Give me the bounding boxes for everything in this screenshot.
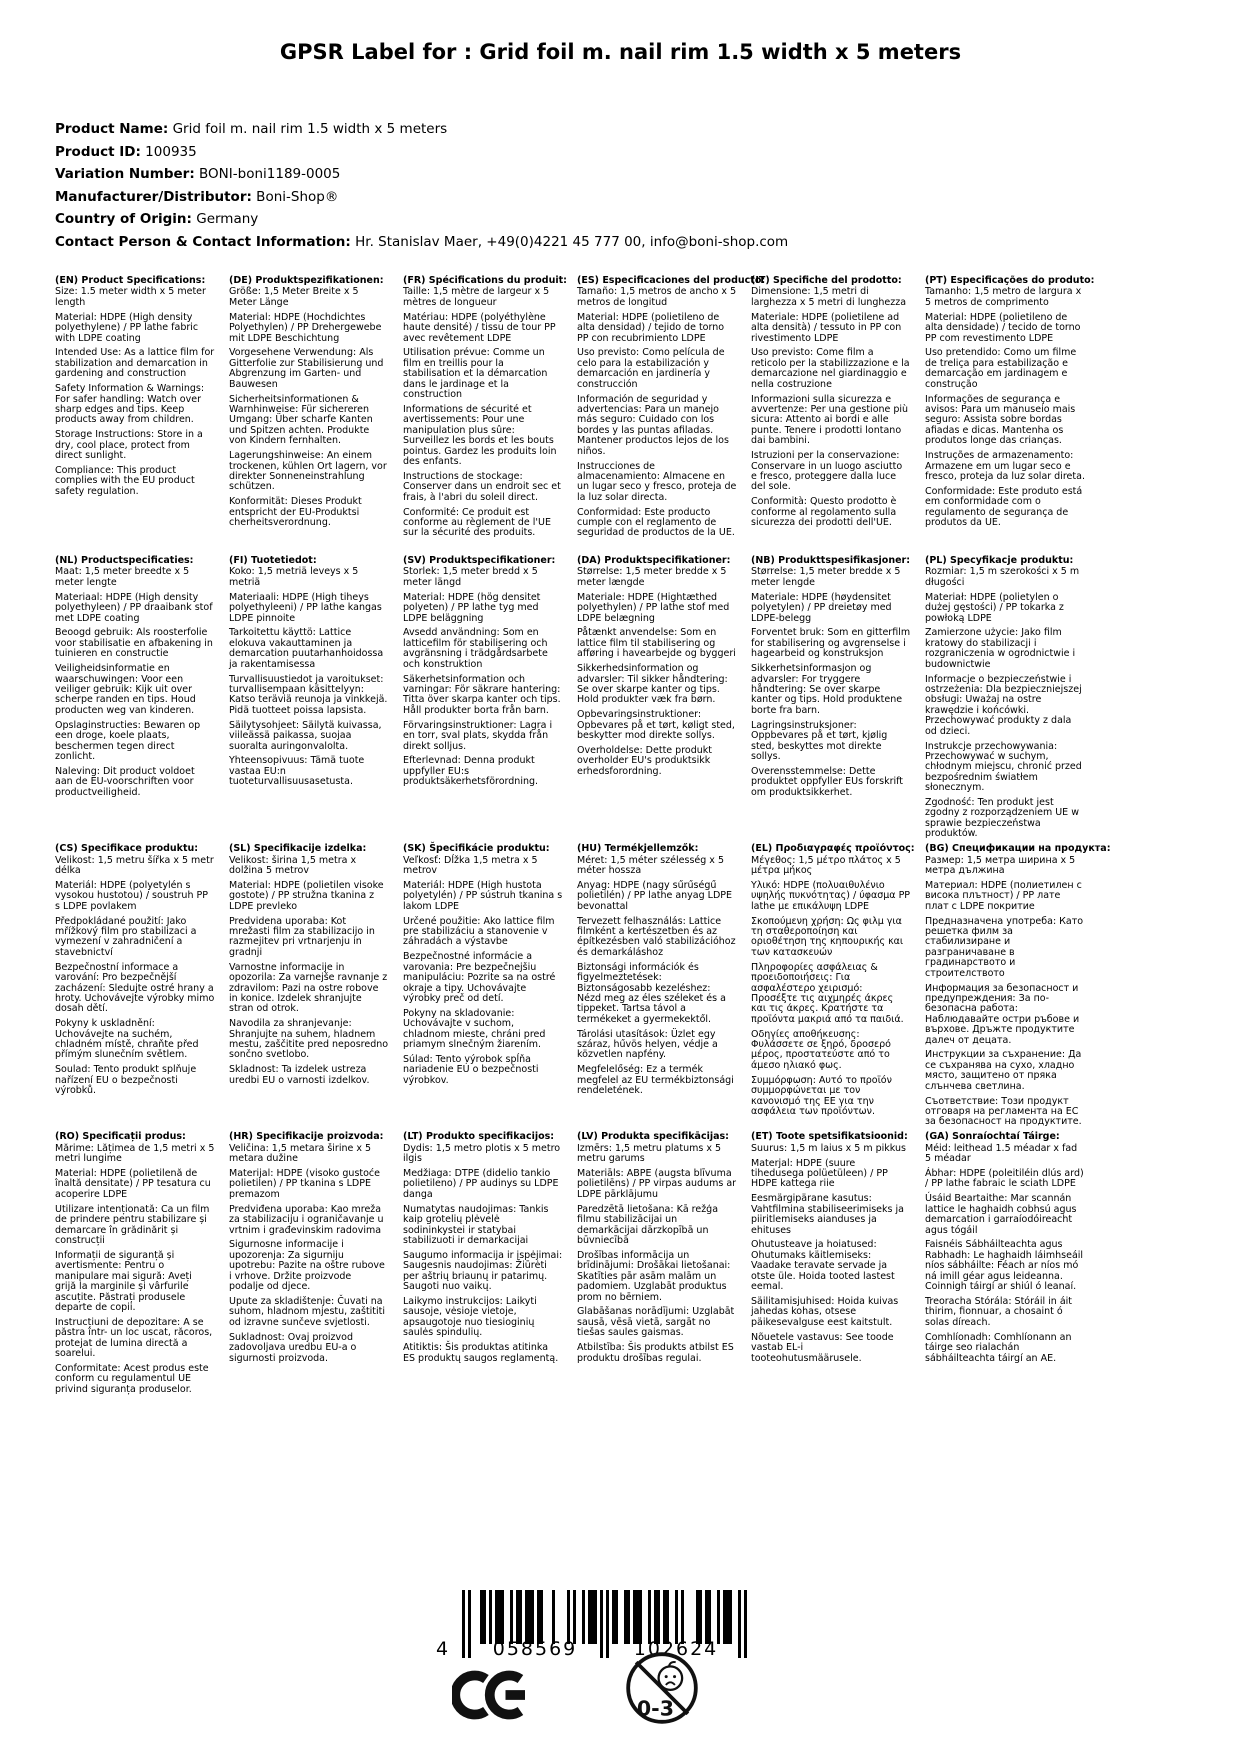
spec-paragraph: Tamaño: 1,5 metros de ancho x 5 metros de longitud (577, 286, 737, 308)
spec-paragraph: Размер: 1,5 метра ширина x 5 метра дължина (925, 854, 1076, 876)
spec-paragraph: Sikkerhetsinformasjon og advarsler: For tryggere håndtering: Se over skarpe kanter og tips. Hold produktene borte fra barn. (751, 663, 903, 716)
spec-paragraph: Μέγεθος: 1,5 μέτρο πλάτος x 5 μέτρα μήκος (751, 854, 901, 876)
barcode-digits-left: 058569 (492, 1638, 578, 1660)
spec-paragraph: Οδηγίες αποθήκευσης: Φυλάσσετε σε ξηρό, δροσερό μέρος, προστατεύστε από το άμεσο ηλιακό φως. (751, 1028, 891, 1071)
product-info-row (55, 163, 788, 186)
spec-paragraph: Istruzioni per la conservazione: Conservare in un luogo asciutto e fresco, proteggere dalla luce del sole. (751, 450, 903, 493)
spec-block-header: (ET) Toote spetsifikatsioonid: (751, 1131, 908, 1143)
spec-paragraph: Paredzētā lietošana: Kā režģa filmu stabilizācijai un demarkācijai dārzkopībā un būvniecībā (577, 1203, 719, 1246)
spec-paragraph: Säilitamisjuhised: Hoida kuivas jahedas kohas, otsese päikesevalguse eest kaitstult. (751, 1296, 899, 1328)
spec-block-header: (FI) Tuotetiedot: (229, 555, 317, 566)
spec-paragraph: Tamanho: 1,5 metro de largura x 5 metros de comprimento (925, 286, 1082, 308)
product-info-value: Hr. Stanislav Maer, +49(0)4221 45 777 00, info@boni-shop.com (350, 233, 789, 250)
spec-block-header: (FR) Spécifications du produit: (403, 275, 567, 286)
spec-block-el (751, 843, 915, 1132)
spec-block-hu (577, 844, 737, 1132)
spec-paragraph: Upute za skladištenje: Čuvati na suhom, hladnom mjestu, zaštititi od izravne sunčeve svjetlosti. (229, 1296, 386, 1328)
spec-block-pt (925, 275, 1095, 556)
spec-paragraph: Velikost: 1,5 metru šířka x 5 metr délka (55, 854, 214, 876)
spec-block-header: (NL) Productspecificaties: (55, 555, 194, 566)
spec-paragraph: Taille: 1,5 mètre de largeur x 5 mètres de longueur (403, 286, 550, 308)
spec-block-header: (GA) Sonraíochtaí Táirge: (925, 1131, 1060, 1143)
spec-block-hr (229, 1132, 389, 1406)
spec-block-sk (403, 844, 563, 1132)
spec-block-header: (LT) Produkto specifikacijos: (403, 1131, 555, 1143)
spec-block-da (577, 556, 737, 844)
spec-block-header: (HU) Termékjellemzők: (577, 843, 699, 855)
spec-paragraph: Material: HDPE (polietileno de alta densidad) / tejido de torno PP con recubrimiento LDPE (577, 311, 725, 344)
spec-paragraph: Material: HDPE (High density polyethylene) / PP lathe fabric with LDPE coating (55, 311, 199, 344)
spec-paragraph: Съответствие: Този продукт отговаря на регламента на ЕС за безопасност на продуктите. (925, 1095, 1082, 1128)
spec-paragraph: Conformité: Ce produit est conforme au règlement de l'UE sur la sécurité des produits. (403, 506, 551, 539)
spec-paragraph: Σκοπούμενη χρήση: Ως φιλμ για τη σταθεροποίηση και οριοθέτηση της κηπουρικής και των κατασκευών (751, 915, 904, 958)
spec-paragraph: Avsedd användning: Som en latticefilm för stabilisering och avgränsning i trädgårdsarbete och konstruktion (403, 627, 548, 670)
spec-paragraph: Určené použitie: Ako lattice film pre stabilizáciu a stanovenie v záhradách a výstavbe (403, 915, 555, 948)
spec-paragraph: Compliance: This product complies with the EU product safety regulation. (55, 465, 195, 497)
spec-block-ga (925, 1132, 1085, 1406)
spec-block-header: (HR) Specifikacije proizvoda: (229, 1131, 384, 1143)
product-info-label: Country of Origin: (55, 211, 192, 228)
spec-paragraph: Uso previsto: Come film a reticolo per la stabilizzazione e la demarcazione nel giardinaggio e nella costruzione (751, 347, 910, 390)
spec-paragraph: Sicherheitsinformationen & Warnhinweise: Für sichereren Umgang: Über scharfe Kanten und Spitzen achten. Produkte von Kindern fernhalten. (229, 393, 373, 447)
spec-block-ro (55, 1132, 215, 1406)
spec-paragraph: Materijal: HDPE (visoko gustoće polietilen) / PP tkanina s LDPE premazom (229, 1168, 380, 1200)
spec-paragraph: Größe: 1,5 Meter Breite x 5 Meter Länge (229, 286, 359, 308)
product-info-row (55, 186, 788, 209)
spec-paragraph: Lagringsinstruksjoner: Oppbevares på et tørt, kjølig sted, beskyttes mot direkte sollys. (751, 719, 888, 762)
spec-paragraph: Dydis: 1,5 metro plotis x 5 metro ilgis (403, 1142, 561, 1165)
spec-paragraph: Saugumo informacija ir įspėjimai: Saugesnis naudojimas: Žiūrėti per aštrių briaunų ir patarimų. Saugoti nuo vaikų. (403, 1249, 563, 1293)
spec-paragraph: Navodila za shranjevanje: Shranjujte na suhem, hladnem mestu, zaščitite pred neposredno sončno svetlobo. (229, 1018, 389, 1061)
spec-paragraph: Méret: 1,5 méter szélesség x 5 méter hossza (577, 854, 724, 876)
spec-paragraph: Utilizare intenționată: Ca un film de prindere pentru stabilizare și demarcare în grădinărit și construcții (55, 1203, 210, 1246)
product-info-value: 100935 (140, 143, 197, 160)
spec-paragraph: Material: HDPE (Hochdichtes Polyethylen) / PP Drehergewebe mit LDPE Beschichtung (229, 311, 382, 344)
product-info-row (55, 208, 788, 231)
spec-block-fi (229, 556, 389, 844)
product-info-value: BONI-boni1189-0005 (194, 166, 341, 183)
spec-paragraph: Sukladnost: Ovaj proizvod zadovoljava uredbu EU-a o sigurnosti proizvoda. (229, 1331, 357, 1364)
spec-paragraph: Comhlíonadh: Comhlíonann an táirge seo rialachán sábháilteachta táirgí an AE. (925, 1331, 1072, 1364)
spec-paragraph: Tarkoitettu käyttö: Lattice elokuva vakauttaminen ja demarcation puutarhanhoidossa ja rakentamisessa (229, 627, 384, 670)
spec-paragraph: Informações de segurança e avisos: Para um manuseio mais seguro: Assista sobre bordas afiadas e dicas. Mantenha os produtos longe das crianças. (925, 393, 1076, 447)
product-info (55, 118, 788, 254)
spec-paragraph: Matériau: HDPE (polyéthylène haute densité) / tissu de tour PP avec revêtement LDPE (403, 311, 556, 344)
spec-paragraph: Materiál: HDPE (polyetylén s vysokou hustotou) / soustruh PP s LDPE povlakem (55, 879, 208, 912)
product-info-label: Variation Number: (55, 166, 195, 183)
spec-paragraph: Uso pretendido: Como um filme de treliça para estabilização e demarcação em jardinagem e construção (925, 347, 1077, 390)
spec-paragraph: Efterlevnad: Denna produkt uppfyller EU:s produktsäkerhetsförordning. (403, 755, 539, 788)
ce-marking-icon (452, 1668, 532, 1722)
spec-paragraph: Materiale: HDPE (høydensitet polyetylen) / PP dreietøy med LDPE-belegg (751, 591, 892, 624)
spec-paragraph: Zamierzone użycie: Jako film kratowy do stabilizacji i rozgraniczenia w ogrodnictwie i budownictwie (925, 627, 1076, 670)
spec-grid (55, 276, 1115, 1406)
spec-paragraph: Materiale: HDPE (Hightæthed polyethylen) / PP lathe stof med LDPE belægning (577, 591, 730, 624)
spec-paragraph: Materiaal: HDPE (High density polyethyleen) / PP draaibank stof met LDPE coating (55, 591, 213, 624)
spec-paragraph: Predvidena uporaba: Kot mrežasti film za stabilizacijo in razmejitev pri vrtnarjenju in gradnji (229, 915, 375, 958)
spec-paragraph: Yhteensopivuus: Tämä tuote vastaa EU:n tuoteturvallisuusasetusta. (229, 755, 365, 788)
product-info-value: Boni-Shop® (251, 188, 339, 205)
product-info-row (55, 141, 788, 164)
spec-paragraph: Veličina: 1,5 metara širine x 5 metara dužine (229, 1142, 372, 1165)
spec-paragraph: Ábhar: HDPE (poleitiléin dlús ard) / PP lathe fabraic le sciath LDPE (925, 1168, 1084, 1190)
spec-paragraph: Uso previsto: Como película de celo para la estabilización y demarcación en jardinería y construcción (577, 347, 725, 390)
spec-paragraph: Bezpečnostní informace a varování: Pro bezpečnější zacházení: Sledujte ostré hrany a hroty. Uchovávejte výrobky mimo dosah dětí. (55, 961, 215, 1015)
spec-block-it (751, 276, 911, 556)
spec-block-header: (PL) Specyfikacje produktu: (925, 555, 1074, 566)
spec-paragraph: Materjal: HDPE (suure tihedusega polüetüleen) / PP HDPE kattega riie (751, 1157, 888, 1190)
barcode-digit-first: 4 (436, 1638, 449, 1660)
spec-paragraph: Eesmärgipärane kasutus: Vahtfilmina stabiliseerimiseks ja piiritlemiseks aianduses ja ehituses (751, 1193, 904, 1236)
spec-paragraph: Biztonsági információk és figyelmeztetések: Biztonságosabb kezeléshez: Nézd meg az éles széleket és a tippeket. Tartsa távol a termékeket a gyermekektől. (577, 961, 726, 1025)
spec-paragraph: Informations de sécurité et avertissements: Pour une manipulation plus sûre: Surveillez les bords et les bouts pointus. Gardez les produits loin des enfants. (403, 403, 557, 467)
spec-paragraph: Veiligheidsinformatie en waarschuwingen: Voor een veiliger gebruik: Kijk uit over scherpe randen en tips. Houd producten weg van kinderen. (55, 663, 196, 716)
spec-block-en (55, 276, 215, 556)
spec-paragraph: Overensstemmelse: Dette produktet oppfyller EUs forskrift om produktsikkerhet. (751, 765, 904, 798)
barcode (436, 1590, 747, 1660)
spec-block-header: (DA) Produktspecifikationer: (577, 555, 731, 566)
spec-paragraph: Glabāšanas norādījumi: Uzglabāt sausā, vēsā vietā, sargāt no tiešas saules gaismas. (577, 1306, 735, 1339)
spec-paragraph: Συμμόρφωση: Αυτό το προϊόν συμμορφώνεται με τον κανονισμό της ΕΕ για την ασφάλεια των προϊόντων. (751, 1074, 892, 1117)
spec-paragraph: Mărime: Lățimea de 1,5 metri x 5 metri lungime (55, 1142, 215, 1165)
spec-paragraph: Forventet bruk: Som en gitterfilm for stabilisering og avgrenselse i hagearbeid og konstruksjon (751, 627, 911, 660)
spec-paragraph: Storlek: 1,5 meter bredd x 5 meter längd (403, 566, 538, 588)
spec-block-header: (RO) Specificații produs: (55, 1131, 186, 1143)
spec-paragraph: Material: HDPE (polietilenă de înaltă densitate) / PP tesatura cu acoperire LDPE (55, 1168, 211, 1200)
spec-paragraph: Súlad: Tento výrobok spĺňa nariadenie EÚ o bezpečnosti výrobkov. (403, 1053, 539, 1086)
spec-paragraph: Intended Use: As a lattice film for stabilization and demarcation in gardening and construction (55, 347, 215, 380)
spec-paragraph: Informacje o bezpieczeństwie i ostrzeżenia: Dla bezpieczniejszej obsługi: Uważaj na ostre krawędzie i końcówki. Przechowywać produkty z dala od dzieci. (925, 673, 1082, 737)
spec-block-header: (DE) Produktspezifikationen: (229, 275, 384, 286)
spec-block-header: (NB) Produkttspesifikasjoner: (751, 555, 911, 566)
spec-paragraph: Varnostne informacije in opozorila: Za varnejše ravnanje z zdravilom: Pazi na ostre robove in konice. Izdelek shranjujte stran od otrok. (229, 961, 388, 1015)
spec-block-header: (ES) Especificaciones del producto: (577, 275, 766, 286)
spec-paragraph: Vorgesehene Verwendung: Als Gitterfolie zur Stabilisierung und Abgrenzung im Garten- und Bauwesen (229, 347, 384, 390)
spec-paragraph: Ohutusteave ja hoiatused: Ohutumaks käitlemiseks: Vaadake teravate servade ja otste üle. Hoida tooted lastest eemal. (751, 1239, 895, 1293)
spec-block-pl (925, 556, 1085, 844)
spec-paragraph: Opbevaringsinstruktioner: Opbevares på et tørt, køligt sted, beskytter mod direkte sollys. (577, 709, 735, 742)
spec-paragraph: Safety Information & Warnings: For safer handling: Watch over sharp edges and tips. Keep products away from children. (55, 383, 205, 426)
barcode-digits-right: 102624 (633, 1638, 719, 1660)
spec-block-header: (IT) Specifiche del prodotto: (751, 275, 902, 286)
spec-paragraph: Maat: 1,5 meter breedte x 5 meter lengte (55, 566, 190, 588)
spec-paragraph: Predviđena uporaba: Kao mreža za stabilizaciju i ograničavanje u vrtnim i građevinskim radovima (229, 1203, 384, 1236)
spec-paragraph: Velikost: širina 1,5 metra x dolžina 5 metrov (229, 854, 357, 876)
spec-paragraph: Anyag: HDPE (nagy sűrűségű polietilén) / PP lathe anyag LDPE bevonattal (577, 879, 733, 912)
spec-block-cs (55, 844, 215, 1132)
spec-block-header: (CS) Specifikace produktu: (55, 843, 199, 855)
spec-paragraph: Instructions de stockage: Conserver dans un endroit sec et frais, à l'abri du soleil direct. (403, 470, 561, 503)
spec-paragraph: Laikymo instrukcijos: Laikyti sausoje, vėsioje vietoje, apsaugotoje nuo tiesioginių saulės spindulių. (403, 1296, 537, 1339)
spec-block-header: (SL) Specifikacije izdelka: (229, 843, 367, 855)
spec-block-et (751, 1132, 911, 1406)
spec-paragraph: Overholdelse: Dette produkt overholder EU's produktsikk erhedsforordning. (577, 745, 712, 777)
spec-block-header: (SK) Špecifikácie produktu: (403, 843, 550, 855)
spec-paragraph: Instrukcje przechowywania: Przechowywać w suchym, chłodnym miejscu, chronić przed bezpośrednim światłem słonecznym. (925, 740, 1082, 794)
spec-paragraph: Sigurnosne informacije i upozorenja: Za sigurniju upotrebu: Pazite na oštre rubove i vrhove. Držite proizvode podalje od djece. (229, 1239, 385, 1293)
spec-paragraph: Información de seguridad y advertencias: Para un manejo más seguro: Cuidado con los bordes y las puntas afiladas. Mantener productos lejos de los niños. (577, 393, 729, 457)
spec-paragraph: Koko: 1,5 metriä leveys x 5 metriä (229, 566, 359, 588)
age-restriction-text: 0-3 (636, 1696, 674, 1721)
age-restriction-0-3-icon (624, 1650, 700, 1726)
spec-paragraph: Pokyny k uskladnění: Uchovávejte na suchém, chladném místě, chraňte před přímým slunečním světlem. (55, 1018, 199, 1061)
spec-paragraph: Drošības informācija un brīdinājumi: Drošākai lietošanai: Skatīties pār asām malām un padomiem. Uzglabāt produktus prom no bērniem. (577, 1249, 731, 1303)
spec-block-header: (PT) Especificações do produto: (925, 275, 1095, 286)
spec-block-fr (403, 275, 567, 556)
spec-paragraph: Tervezett felhasználás: Lattice filmként a kertészetben és az építkezésben való stabilizációhoz és demarkáláshoz (577, 915, 736, 958)
spec-paragraph: Instrucțiuni de depozitare: A se păstra într- un loc uscat, răcoros, protejat de lumina directă a soarelui. (55, 1316, 213, 1360)
spec-paragraph: Material: HDPE (polietilen visoke gostote) / PP stružna tkanina z LDPE prevleko (229, 879, 384, 912)
spec-paragraph: Informații de siguranță și avertismente: Pentru o manipulare mai sigură: Aveți grijă la marginile și vârfurile ascuțite. Păstrați produsele departe de copii. (55, 1249, 192, 1313)
spec-block-nb (751, 556, 911, 844)
product-info-label: Contact Person & Contact Information: (55, 233, 351, 250)
spec-block-bg (925, 843, 1111, 1132)
spec-paragraph: Nõuetele vastavus: See toode vastab EL-i tooteohutusmäärusele. (751, 1331, 894, 1364)
spec-paragraph: Soulad: Tento produkt splňuje nařízení EU o bezpečnosti výrobků. (55, 1064, 197, 1097)
spec-paragraph: Påtænkt anvendelse: Som en lattice film til stabilisering og afføring i havearbejde og byggeri (577, 627, 736, 660)
spec-paragraph: Инструкции за съхранение: Да се съхранява на сухо, хладно място, защитено от пряка слънчева светлина. (925, 1049, 1082, 1092)
spec-paragraph: Material: HDPE (hög densitet polyeten) / PP lathe tyg med LDPE beläggning (403, 591, 541, 624)
spec-paragraph: Treoracha Stórála: Stóráil in áit thirim, fionnuar, a chosaint ó solas díreach. (925, 1296, 1073, 1328)
product-info-label: Product Name: (55, 121, 169, 137)
spec-paragraph: Material: HDPE (polietileno de alta densidade) / tecido de torno PP com revestimento LDPE (925, 311, 1081, 344)
spec-paragraph: Zgodność: Ten produkt jest zgodny z rozporządzeniem UE w sprawie bezpieczeństwa produktów. (925, 797, 1079, 840)
spec-paragraph: Πληροφορίες ασφάλειας & προειδοποιήσεις: Για ασφαλέστερο χειρισμό: Προσέξτε τις αιχμηρές άκρες και τις άκρες. Κρατήστε τα προϊόντα μακριά από τα παιδιά. (751, 961, 904, 1025)
spec-paragraph: Материал: HDPE (полиетилен с висока плътност) / PP лате плат с LDPE покритие (925, 879, 1082, 912)
spec-paragraph: Utilisation prévue: Comme un film en treillis pour la stabilisation et la démarcation dans le jardinage et la construction (403, 347, 548, 401)
spec-block-lt (403, 1132, 563, 1406)
spec-block-lv (577, 1132, 737, 1406)
spec-paragraph: Conformidade: Este produto está em conformidade com o regulamento de segurança de produtos da UE. (925, 485, 1083, 529)
product-info-label: Manufacturer/Distributor: (55, 188, 252, 205)
spec-paragraph: Sikkerhedsinformation og advarsler: Til sikker håndtering: Se over skarpe kanter og tips. Hold produkter væk fra børn. (577, 663, 728, 706)
product-info-value: Grid foil m. nail rim 1.5 width x 5 meters (168, 121, 448, 137)
spec-block-header: (SV) Produktspecifikationer: (403, 555, 556, 566)
spec-paragraph: Conformidad: Este producto cumple con el reglamento de seguridad de productos de la UE. (577, 506, 735, 539)
spec-paragraph: Conformitate: Acest produs este conform cu regulamentul UE privind siguranța produselor. (55, 1362, 209, 1395)
spec-paragraph: Opslaginstructies: Bewaren op een droge, koele plaats, beschermen tegen direct zonlicht. (55, 719, 201, 762)
spec-paragraph: Materiaali: HDPE (High tiheys polyethyleeni) / PP lathe kangas LDPE pinnoite (229, 591, 382, 624)
spec-paragraph: Storage Instructions: Store in a dry, cool place, protect from direct sunlight. (55, 429, 203, 462)
product-info-row (55, 231, 788, 254)
spec-paragraph: Størrelse: 1,5 meter bredde x 5 meter længde (577, 566, 727, 588)
spec-paragraph: Materiale: HDPE (polietilene ad alta densità) / tessuto in PP con rivestimento LDPE (751, 311, 902, 344)
spec-paragraph: Säkerhetsinformation och varningar: För säkrare hantering: Titta över skarpa kanter och tips. Håll produkter borta från barn. (403, 673, 561, 716)
spec-paragraph: Předpokládané použití: Jako mřížkový film pro stabilizaci a vymezení v zahradničení a stavebnictví (55, 915, 197, 958)
spec-paragraph: Naleving: Dit product voldoet aan de EU-voorschriften voor productveiligheid. (55, 765, 195, 798)
spec-paragraph: Numatytas naudojimas: Tankis kaip grotelių plėvelė sodininkystei ir statybai stabilizuoti ir demarkacijai (403, 1203, 549, 1246)
spec-paragraph: Konformität: Dieses Produkt entspricht der EU-Produktsi cherheitsverordnung. (229, 496, 362, 529)
spec-paragraph: Instrucciones de almacenamiento: Almacene en un lugar seco y fresco, proteja de la luz solar directa. (577, 460, 737, 503)
spec-paragraph: Veľkosť: Dĺžka 1,5 metra x 5 metrov (403, 854, 538, 876)
spec-block-es (577, 275, 766, 556)
spec-paragraph: Bezpečnostné informácie a varovania: Pre bezpečnejšiu manipuláciu: Pozrite sa na ostré okraje a tipy. Uchovávajte výrobky preč od detí. (403, 951, 556, 1004)
product-info-label: Product ID: (55, 143, 141, 160)
spec-paragraph: Skladnost: Ta izdelek ustreza uredbi EU o varnosti izdelkov. (229, 1064, 370, 1086)
spec-paragraph: Förvaringsinstruktioner: Lagra i en torr, sval plats, skydda från direkt solljus. (403, 719, 553, 752)
spec-paragraph: Rozmiar: 1,5 m szerokości x 5 m długości (925, 566, 1080, 588)
spec-paragraph: Pokyny na skladovanie: Uchovávajte v suchom, chladnom mieste, chráni pred priamym slnečným žiarením. (403, 1007, 546, 1051)
product-info-value: Germany (191, 211, 259, 228)
spec-paragraph: Megfelelőség: Ez a termék megfelel az EU termékbiztonsági rendeletének. (577, 1064, 734, 1097)
spec-block-sl (229, 844, 389, 1132)
spec-block-nl (55, 556, 215, 844)
spec-paragraph: Beoogd gebruik: Als roosterfolie voor stabilisatie en afbakening in tuinieren en constructie (55, 627, 213, 660)
spec-paragraph: Информация за безопасност и предупреждения: За по-безопасна работа: Наблюдавайте остри ръбове и върхове. Дръжте продуктите далеч от децата. (925, 982, 1080, 1046)
spec-paragraph: Turvallisuustiedot ja varoitukset: turvallisempaan käsittelyyn: Katso teräviä reunoja ja vinkkejä. Pidä tuotteet poissa lapsista. (229, 673, 388, 716)
page-title: GPSR Label for : Grid foil m. nail rim 1.5 width x 5 meters (279, 40, 962, 64)
spec-paragraph: Størrelse: 1,5 meter bredde x 5 meter lengde (751, 566, 901, 588)
spec-paragraph: Υλικό: HDPE (πολυαιθυλένιο υψηλής πυκνότητας) / ύφασμα PP lathe με επικάλυψη LDPE (751, 879, 911, 912)
spec-block-header: (LV) Produkta specifikācijas: (577, 1131, 729, 1143)
spec-paragraph: Lagerungshinweise: An einem trockenen, kühlen Ort lagern, vor direkter Sonneneinstrahlung schützen. (229, 450, 387, 493)
spec-paragraph: Instruções de armazenamento: Armazene em um lugar seco e fresco, proteja da luz solar direta. (925, 450, 1085, 482)
spec-paragraph: Säilytysohjeet: Säilytä kuivassa, viileässä paikassa, suojaa suoralta auringonvalolta. (229, 719, 382, 752)
spec-paragraph: Atitiktis: Šis produktas atitinka ES produktų saugos reglamentą. (403, 1342, 559, 1364)
spec-paragraph: Dimensione: 1,5 metri di larghezza x 5 metri di lunghezza (751, 286, 907, 308)
spec-paragraph: Medžiaga: DTPE (didelio tankio polietileno) / PP audinys su LDPE danga (403, 1168, 559, 1200)
spec-paragraph: Méid: leithead 1.5 méadar x fad 5 méadar (925, 1142, 1078, 1165)
product-info-row (55, 118, 788, 141)
spec-paragraph: Materiāls: ABPE (augsta blīvuma polietilēns) / PP virpas audums ar LDPE pārklājumu (577, 1168, 737, 1200)
spec-paragraph: Предназначена употреба: Като решетка филм за стабилизиране и разграничаване в градинарството и строителството (925, 915, 1084, 979)
spec-block-de (229, 276, 389, 556)
spec-paragraph: Atbilstība: Šis produkts atbilst ES produktu drošības regulai. (577, 1342, 734, 1364)
spec-paragraph: Materiál: HDPE (High hustota polyetylén) / PP sústruh tkanina s lakom LDPE (403, 879, 563, 912)
spec-paragraph: Conformità: Questo prodotto è conforme al regolamento sulla sicurezza dei prodotti dell'UE. (751, 496, 897, 529)
spec-block-header: (EL) Προδιαγραφές προϊόντος: (751, 843, 915, 855)
spec-block-sv (403, 556, 563, 844)
spec-block-header: (EN) Product Specifications: (55, 275, 206, 286)
spec-paragraph: Materiał: HDPE (polietylen o dużej gęstości) / PP tokarka z powłoką LDPE (925, 591, 1064, 624)
spec-paragraph: Size: 1.5 meter width x 5 meter length (55, 286, 206, 308)
spec-paragraph: Úsáid Beartaithe: Mar scannán lattice le haghaidh cobhsú agus demarcation i garraíodóireacht agus tógáil (925, 1193, 1077, 1236)
spec-paragraph: Informazioni sulla sicurezza e avvertenze: Per una gestione più sicura: Attento ai bordi e alle punte. Tenere i prodotti lontano dai bambini. (751, 393, 909, 447)
spec-block-header: (BG) Спецификации на продукта: (925, 843, 1111, 855)
spec-paragraph: Faisnéis Sábháilteachta agus Rabhadh: Le haghaidh láimhseáil níos sábháilte: Féach ar níos mó ná imill géar agus leideanna. Coinnigh táirgí ar shiúl ó leanaí. (925, 1239, 1084, 1293)
spec-paragraph: Suurus: 1,5 m laius x 5 m pikkus (751, 1142, 906, 1154)
spec-paragraph: Izmērs: 1,5 metru platums x 5 metru garums (577, 1142, 722, 1165)
spec-paragraph: Tárolási utasítások: Üzlet egy száraz, hűvös helyen, védje a közvetlen napfény. (577, 1028, 718, 1061)
